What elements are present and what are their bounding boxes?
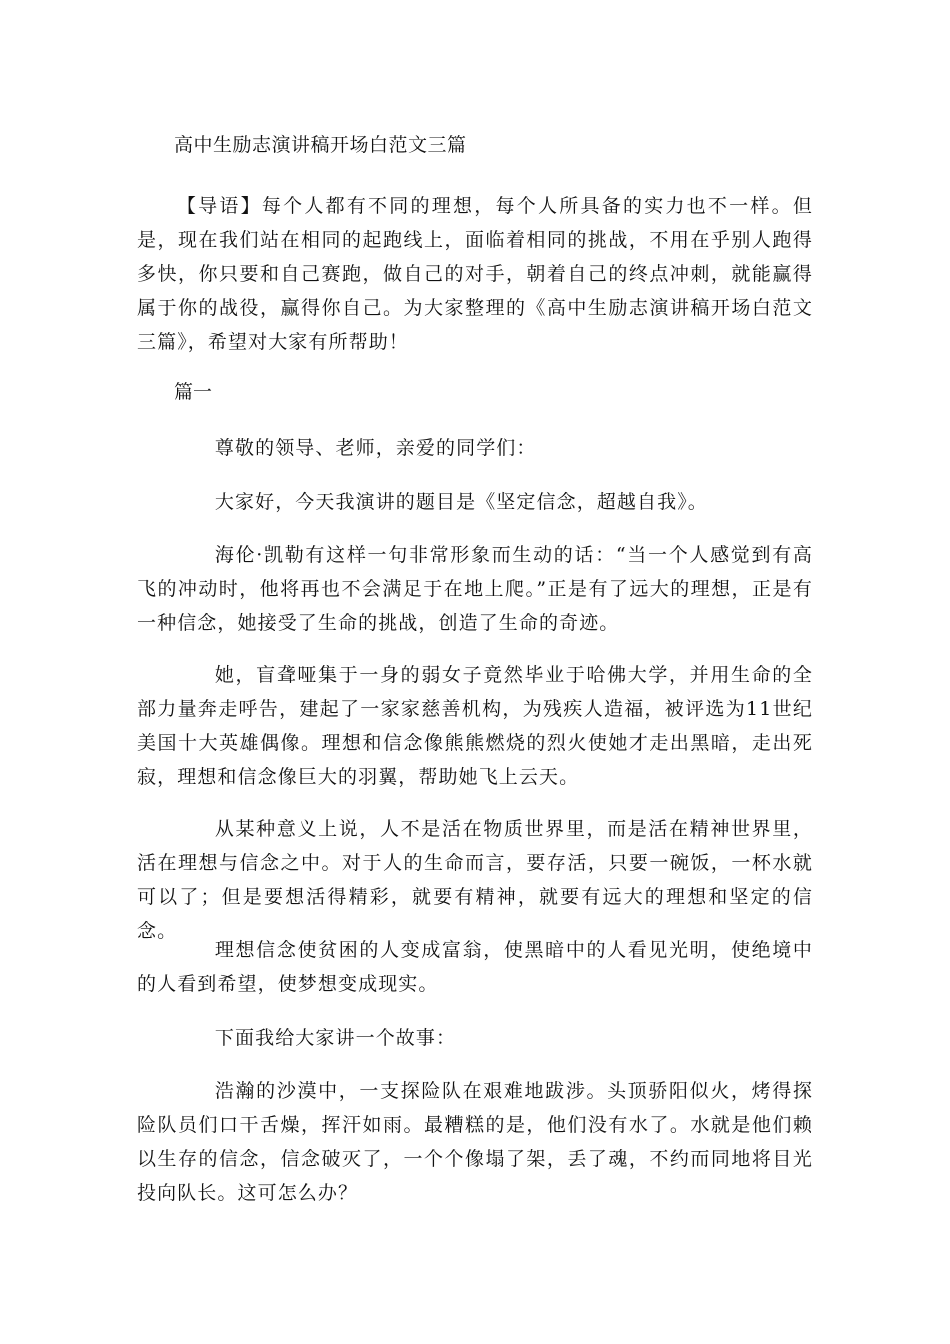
paragraph-desert-story: 浩瀚的沙漠中，一支探险队在艰难地跋涉。头顶骄阳似火，烤得探险队员们口干舌燥，挥汗如雨。最糟糕的是，他们没有水了。水就是他们赖以生存的信念，信念破灭了，一个个像塌了架，丢了魂，不约而同地将目光投向队长。这可怎么办？ [137, 1080, 813, 1204]
paragraph-helen-keller-story: 她，盲聋哑集于一身的弱女子竟然毕业于哈佛大学，并用生命的全部力量奔走呼告，建起了一家家慈善机构，为残疾人造福，被评选为11世纪美国十大英雄偶像。理想和信念像熊熊燃烧的烈火使她才走出黑暗，走出死寂，理想和信念像巨大的羽翼，帮助她飞上云天。 [137, 664, 813, 788]
paragraph-topic: 大家好，今天我演讲的题目是《坚定信念，超越自我》。 [214, 491, 708, 513]
paragraph-helen-keller-quote: 海伦·凯勒有这样一句非常形象而生动的话：“当一个人感觉到有高飞的冲动时，他将再也不会满足于在地上爬。”正是有了远大的理想，正是有一种信念，她接受了生命的挑战，创造了生命的奇迹。 [137, 544, 813, 634]
paragraph-greeting: 尊敬的领导、老师，亲爱的同学们： [214, 437, 537, 459]
paragraph-spiritual-world: 从某种意义上说，人不是活在物质世界里，而是活在精神世界里，活在理想与信念之中。对于人的生命而言，要存活，只要一碗饭，一杯水就可以了；但是要想活得精彩，就要有精神，就要有远大的理想和坚定的信念。 [137, 818, 813, 942]
paragraph-ideals: 理想信念使贫困的人变成富翁，使黑暗中的人看见光明，使绝境中的人看到希望，使梦想变成现实。 [137, 939, 813, 995]
document-title: 高中生励志演讲稿开场白范文三篇 [174, 134, 467, 156]
section-heading: 篇一 [174, 381, 213, 403]
intro-paragraph: 【导语】每个人都有不同的理想，每个人所具备的实力也不一样。但是，现在我们站在相同的起跑线上，面临着相同的挑战，不用在乎别人跑得多快，你只要和自己赛跑，做自己的对手，朝着自己的终点冲刺，就能赢得属于你的战役，赢得你自己。为大家整理的《高中生励志演讲稿开场白范文三篇》，希望对大家有所帮助！ [137, 195, 813, 353]
paragraph-story-intro: 下面我给大家讲一个故事： [214, 1027, 457, 1049]
